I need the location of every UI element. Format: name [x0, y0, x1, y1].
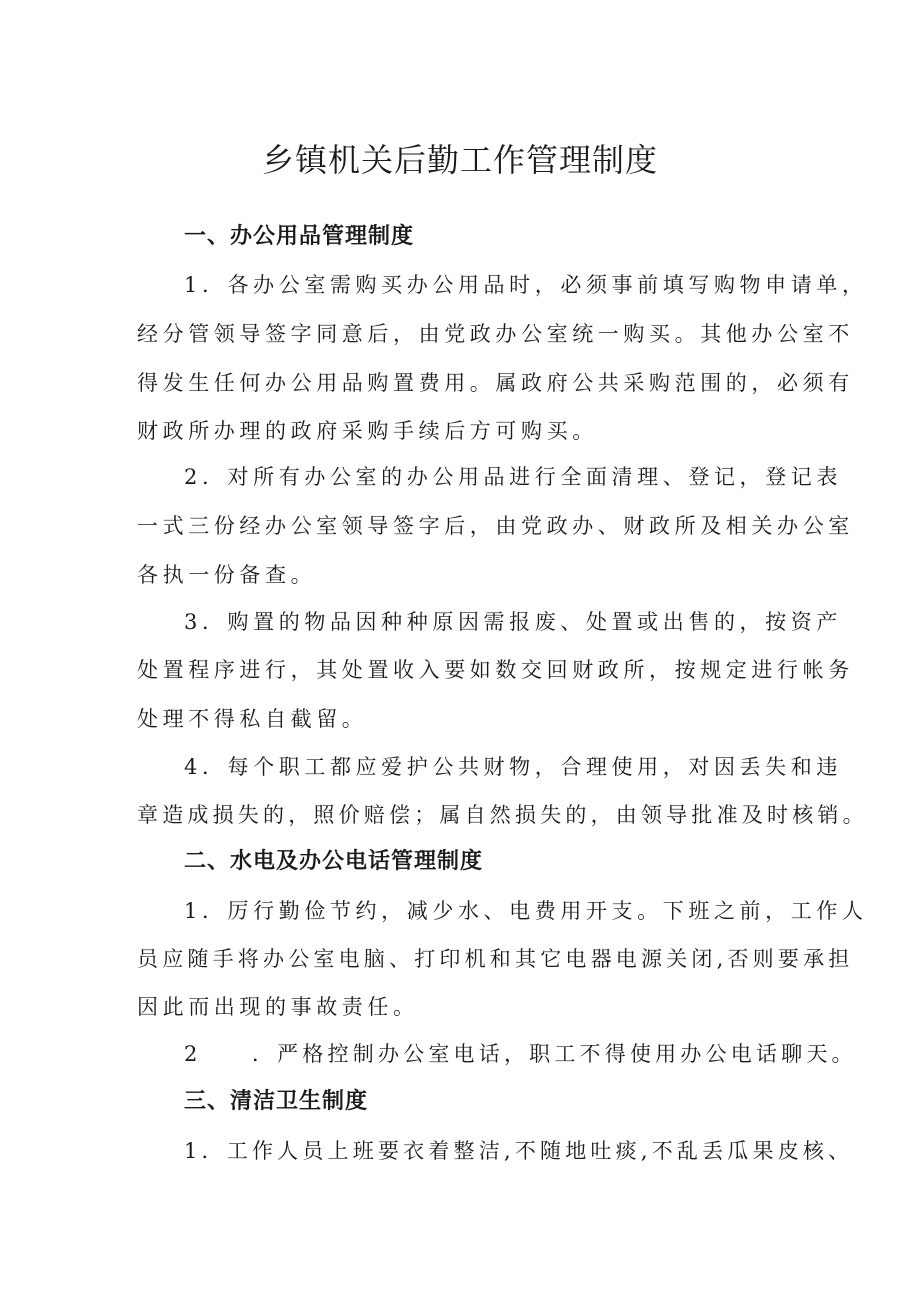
paragraph-line: 因此而出现的事故责任。	[137, 995, 419, 1019]
paragraph-line: 4．每个职工都应爱护公共财物，合理使用，对因丢失和违	[184, 755, 842, 779]
paragraph-line: 得发生任何办公用品购置费用。属政府公共采购范围的，必须有	[137, 371, 854, 395]
paragraph-line: 一式三份经办公室领导签字后，由党政办、财政所及相关办公室	[137, 514, 854, 538]
paragraph-line: 处理不得私自截留。	[137, 707, 368, 731]
section-heading-utilities-phone: 二、水电及办公电话管理制度	[184, 849, 484, 874]
paragraph-line: 各执一份备查。	[137, 563, 317, 587]
paragraph-line: 财政所办理的政府采购手续后方可购买。	[137, 419, 598, 443]
paragraph-line: 员应随手将办公室电脑、打印机和其它电器电源关闭,否则要承担	[137, 947, 854, 971]
paragraph-line: 经分管领导签字同意后，由党政办公室统一购买。其他办公室不	[137, 322, 854, 346]
paragraph-line: 1．厉行勤俭节约，减少水、电费用开支。下班之前，工作人	[184, 899, 868, 923]
section-heading-office-supplies: 一、办公用品管理制度	[184, 224, 415, 249]
paragraph-line: 2．对所有办公室的办公用品进行全面清理、登记，登记表	[184, 465, 842, 489]
paragraph-line: 3．购置的物品因种种原因需报废、处置或出售的，按资产	[184, 610, 842, 634]
paragraph-line: 1．各办公室需购买办公用品时，必须事前填写购物申请单，	[184, 273, 868, 297]
paragraph-line: 章造成损失的，照价赔偿；属自然损失的，由领导批准及时核销。	[137, 803, 868, 827]
paragraph-line: 1．工作人员上班要衣着整洁,不随地吐痰,不乱丢瓜果皮核、	[184, 1139, 854, 1163]
paragraph-line: 2 ．严格控制办公室电话，职工不得使用办公电话聊天。	[184, 1042, 857, 1066]
paragraph-line: 处置程序进行，其处置收入要如数交回财政所，按规定进行帐务	[137, 658, 854, 682]
document-title: 乡镇机关后勤工作管理制度	[261, 141, 658, 179]
section-heading-cleaning: 三、清洁卫生制度	[184, 1089, 369, 1114]
